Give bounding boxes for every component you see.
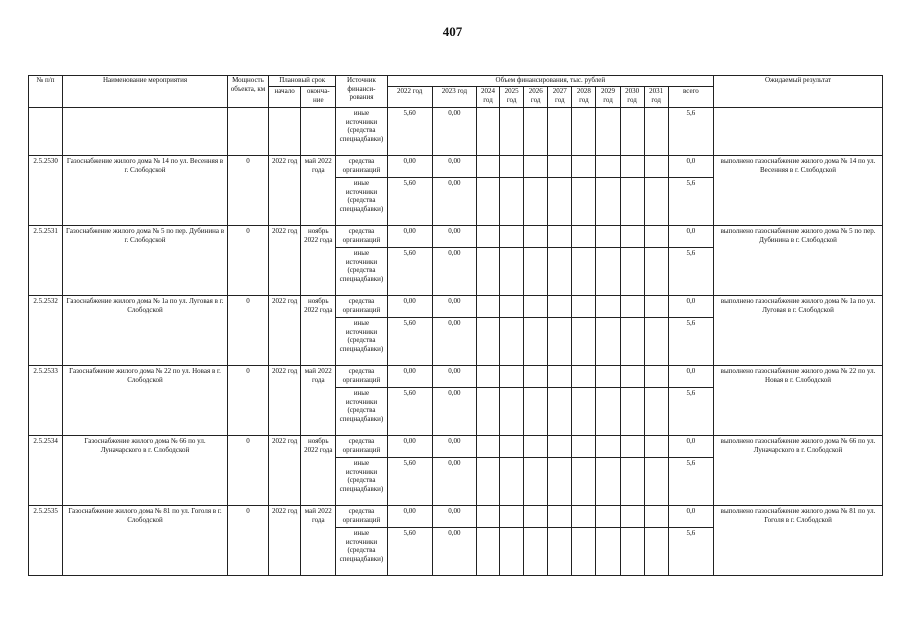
- row-number: 2.5.2530: [29, 156, 63, 226]
- value-total: 0,0: [668, 366, 713, 388]
- value-2023: 0,00: [432, 458, 476, 506]
- row-number: 2.5.2531: [29, 226, 63, 296]
- value-2022: 0,00: [387, 436, 432, 458]
- page-number: 407: [442, 24, 463, 39]
- value-2022: 5,60: [387, 528, 432, 576]
- header-source: Источник финанси-рования: [336, 76, 387, 108]
- value-2022: 5,60: [387, 458, 432, 506]
- header-plan-term: Плановый срок: [269, 76, 336, 87]
- expected-result: выполнено газоснабжение жилого дома № 1а по ул. Луговая в г. Слободской: [714, 296, 883, 366]
- value-total: 0,0: [668, 506, 713, 528]
- header-year: 2024 год: [476, 87, 499, 108]
- measure-name: Газоснабжение жилого дома № 1а по ул. Луговая в г. Слободской: [63, 296, 228, 366]
- start-cell: 2022 год: [269, 366, 301, 436]
- header-start: начало: [269, 87, 301, 108]
- table-row: [29, 226, 883, 248]
- expected-result: выполнено газоснабжение жилого дома № 66 по ул. Луначарского в г. Слободской: [714, 436, 883, 506]
- row-number: 2.5.2532: [29, 296, 63, 366]
- measure-name: Газоснабжение жилого дома № 66 по ул. Луначарского в г. Слободской: [63, 436, 228, 506]
- value-2023: 0,00: [432, 296, 476, 318]
- source-cell: иные источники (средства спецнадбавки): [336, 388, 387, 436]
- row-number: 2.5.2534: [29, 436, 63, 506]
- source-cell: средства организаций: [336, 156, 387, 178]
- row-number: 2.5.2533: [29, 366, 63, 436]
- value-2023: 0,00: [432, 226, 476, 248]
- header-year: 2029 год: [596, 87, 620, 108]
- value-2023: 0,00: [432, 506, 476, 528]
- financing-table: [28, 75, 883, 576]
- capacity-cell: 0: [227, 366, 268, 436]
- header-total: всего: [668, 87, 713, 108]
- table-row: [29, 436, 883, 458]
- end-cell: май 2022 года: [301, 506, 336, 576]
- value-total: 0,0: [668, 226, 713, 248]
- capacity-cell: 0: [227, 296, 268, 366]
- capacity-cell: 0: [227, 506, 268, 576]
- value-2022: 5,60: [387, 248, 432, 296]
- header-year: 2031 год: [644, 87, 668, 108]
- table-row: [29, 366, 883, 388]
- value-2022: 0,00: [387, 506, 432, 528]
- start-cell: 2022 год: [269, 506, 301, 576]
- source-cell: иные источники (средства спецнадбавки): [336, 248, 387, 296]
- source-cell: иные источники (средства спецнадбавки): [336, 178, 387, 226]
- header-year: 2025 год: [500, 87, 524, 108]
- value-2023: 0,00: [432, 388, 476, 436]
- start-cell: 2022 год: [269, 156, 301, 226]
- capacity-cell: 0: [227, 436, 268, 506]
- end-cell: ноябрь 2022 года: [301, 436, 336, 506]
- header-year: 2030 год: [620, 87, 644, 108]
- header-result: Ожидаемый результат: [714, 76, 883, 108]
- value-2023: 0,00: [432, 318, 476, 366]
- source-cell: средства организаций: [336, 506, 387, 528]
- value-total: 5,6: [668, 108, 713, 156]
- start-cell: 2022 год: [269, 436, 301, 506]
- value-total: 5,6: [668, 318, 713, 366]
- table-row: [29, 296, 883, 318]
- expected-result: выполнено газоснабжение жилого дома № 22 по ул. Новая в г. Слободской: [714, 366, 883, 436]
- value-total: 0,0: [668, 296, 713, 318]
- value-total: 0,0: [668, 436, 713, 458]
- table-row: [29, 506, 883, 528]
- source-cell: иные источники (средства спецнадбавки): [336, 528, 387, 576]
- value-2023: 0,00: [432, 248, 476, 296]
- value-2022: 5,60: [387, 108, 432, 156]
- value-2022: 5,60: [387, 388, 432, 436]
- value-total: 5,6: [668, 458, 713, 506]
- value-2023: 0,00: [432, 156, 476, 178]
- measure-name: Газоснабжение жилого дома № 5 по пер. Дубинина в г. Слободской: [63, 226, 228, 296]
- start-cell: 2022 год: [269, 226, 301, 296]
- value-total: 5,6: [668, 248, 713, 296]
- header-year: 2023 год: [432, 87, 476, 108]
- source-cell: средства организаций: [336, 366, 387, 388]
- source-cell: средства организаций: [336, 296, 387, 318]
- value-2023: 0,00: [432, 108, 476, 156]
- value-2023: 0,00: [432, 178, 476, 226]
- end-cell: май 2022 года: [301, 156, 336, 226]
- capacity-cell: 0: [227, 156, 268, 226]
- end-cell: ноябрь 2022 года: [301, 296, 336, 366]
- row-number: 2.5.2535: [29, 506, 63, 576]
- header-end: оконча-ние: [301, 87, 336, 108]
- measure-name: Газоснабжение жилого дома № 14 по ул. Весенняя в г. Слободской: [63, 156, 228, 226]
- value-total: 5,6: [668, 528, 713, 576]
- source-cell: иные источники (средства спецнадбавки): [336, 108, 387, 156]
- value-2022: 0,00: [387, 226, 432, 248]
- header-volume: Объем финансирования, тыс. рублей: [387, 76, 713, 87]
- value-2022: 5,60: [387, 318, 432, 366]
- table-row: [29, 156, 883, 178]
- table-header: [29, 76, 883, 108]
- header-year: 2028 год: [572, 87, 596, 108]
- value-2023: 0,00: [432, 528, 476, 576]
- measure-name: Газоснабжение жилого дома № 22 по ул. Новая в г. Слободской: [63, 366, 228, 436]
- header-year: 2027 год: [548, 87, 572, 108]
- source-cell: иные источники (средства спецнадбавки): [336, 318, 387, 366]
- capacity-cell: 0: [227, 226, 268, 296]
- value-total: 0,0: [668, 156, 713, 178]
- expected-result: выполнено газоснабжение жилого дома № 14 по ул. Весенняя в г. Слободской: [714, 156, 883, 226]
- value-total: 5,6: [668, 178, 713, 226]
- end-cell: ноябрь 2022 года: [301, 226, 336, 296]
- measure-name: Газоснабжение жилого дома № 81 по ул. Гоголя в г. Слободской: [63, 506, 228, 576]
- start-cell: 2022 год: [269, 296, 301, 366]
- header-year: 2026 год: [524, 87, 548, 108]
- expected-result: выполнено газоснабжение жилого дома № 5 по пер. Дубинина в г. Слободской: [714, 226, 883, 296]
- header-num: № п/п: [29, 76, 63, 108]
- source-cell: средства организаций: [336, 226, 387, 248]
- value-2022: 0,00: [387, 366, 432, 388]
- value-2022: 5,60: [387, 178, 432, 226]
- source-cell: средства организаций: [336, 436, 387, 458]
- end-cell: май 2022 года: [301, 366, 336, 436]
- value-total: 5,6: [668, 388, 713, 436]
- value-2023: 0,00: [432, 366, 476, 388]
- value-2022: 0,00: [387, 156, 432, 178]
- header-year: 2022 год: [387, 87, 432, 108]
- source-cell: иные источники (средства спецнадбавки): [336, 458, 387, 506]
- value-2023: 0,00: [432, 436, 476, 458]
- header-name: Наименование мероприятия: [63, 76, 228, 108]
- table-body: [29, 108, 883, 576]
- carryover-row: [29, 108, 883, 156]
- value-2022: 0,00: [387, 296, 432, 318]
- expected-result: выполнено газоснабжение жилого дома № 81 по ул. Гоголя в г. Слободской: [714, 506, 883, 576]
- header-capacity: Мощность объекта, км: [227, 76, 268, 108]
